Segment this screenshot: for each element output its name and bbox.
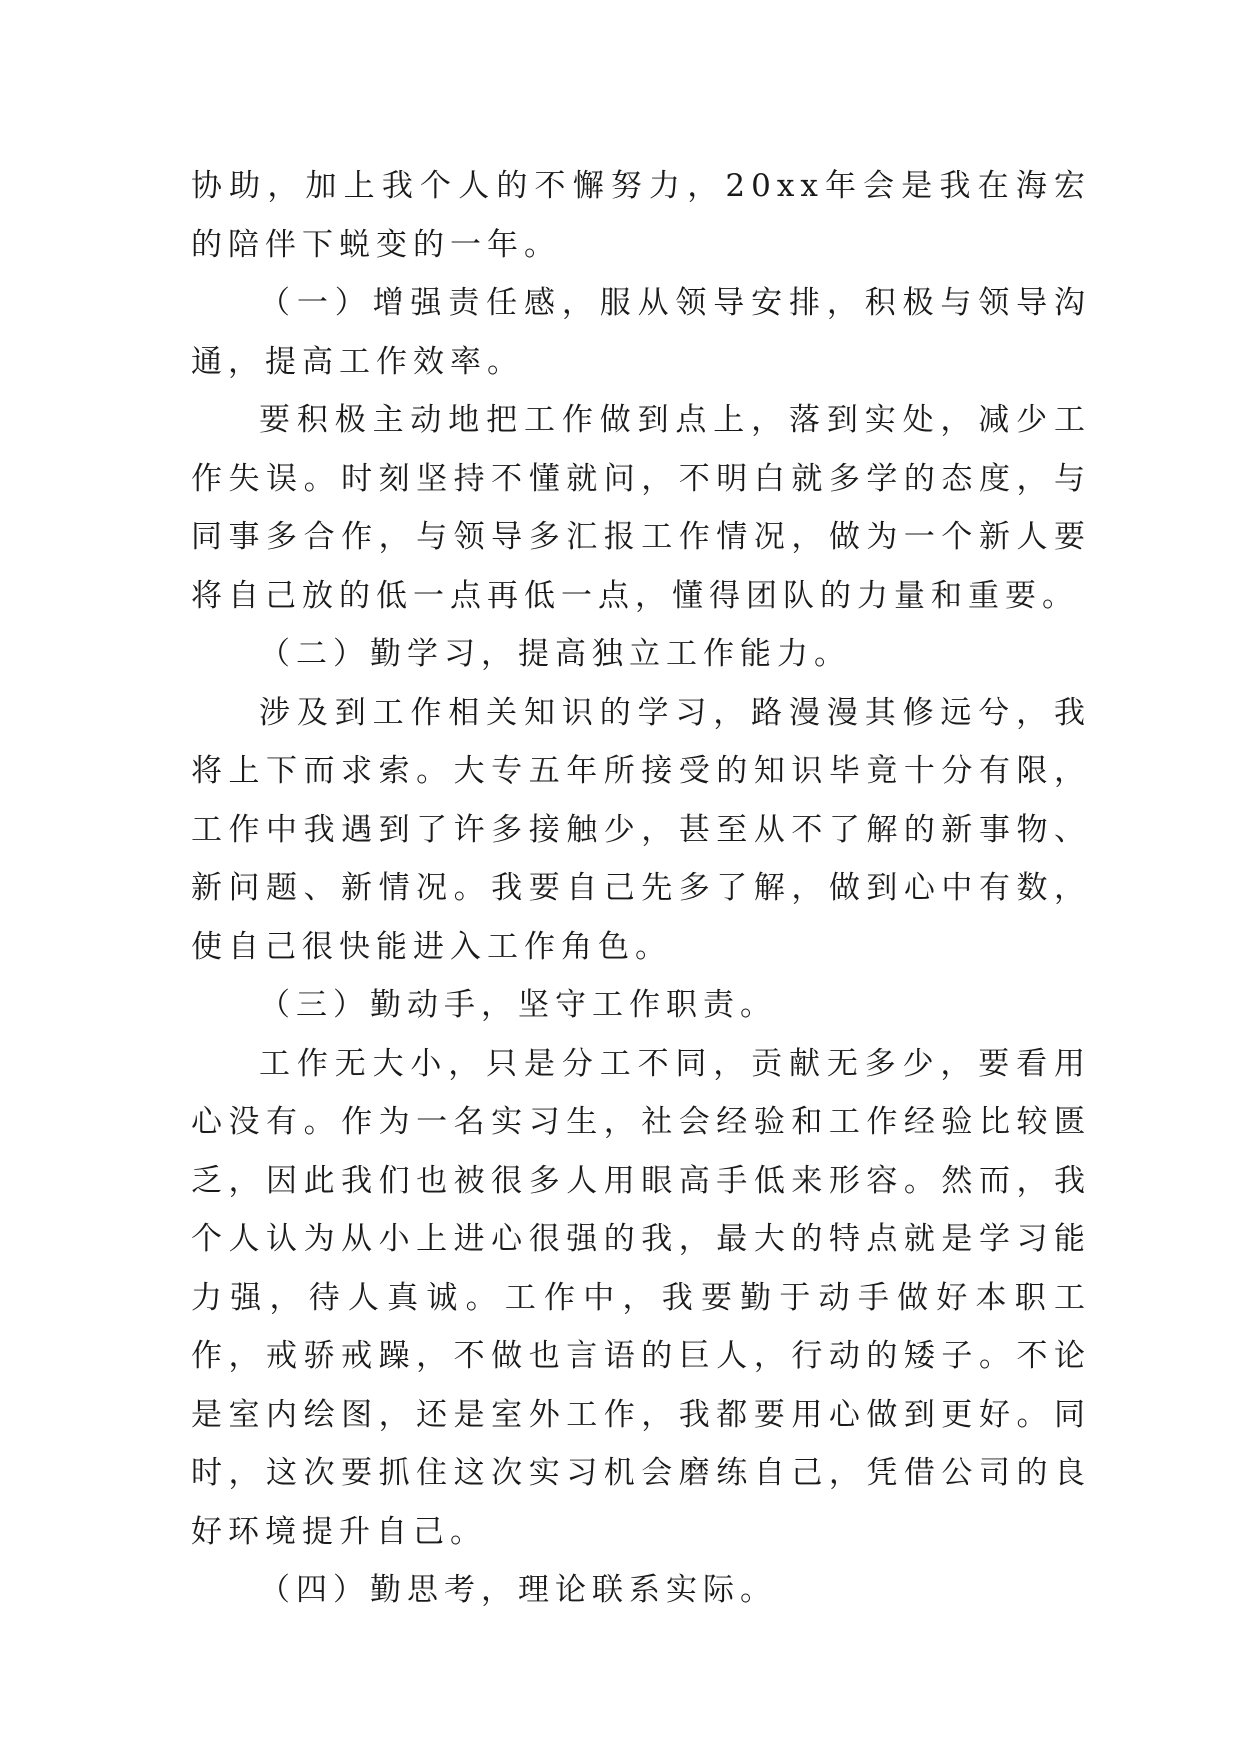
section-heading-1: （一）增强责任感，服从领导安排，积极与领导沟通，提高工作效率。 <box>191 285 1091 380</box>
document-body <box>191 157 1091 1620</box>
paragraph-body-3: 工作无大小，只是分工不同，贡献无多少，要看用心没有。作为一名实习生，社会经验和工作经验比较匮乏，因此我们也被很多人用眼高手低来形容。然而，我个人认为从小上进心很强的我，最大的特点就是学习能力强，待人真诚。工作中，我要勤于动手做好本职工作，戒骄戒躁，不做也言语的巨人，行动的矮子。不论是室内绘图，还是室外工作，我都要用心做到更好。同时，这次要抓住这次实习机会磨练自己，凭借公司的良好环境提升自己。 <box>191 1045 1091 1550</box>
section-heading-2: （二）勤学习，提高独立工作能力。 <box>259 636 851 672</box>
paragraph-continuation: 协助，加上我个人的不懈努力，20xx年会是我在海宏的陪伴下蜕变的一年。 <box>191 168 1091 263</box>
section-heading-4: （四）勤思考，理论联系实际。 <box>259 1572 777 1608</box>
paragraph-body-1: 要积极主动地把工作做到点上，落到实处，减少工作失误。时刻坚持不懂就问，不明白就多学的态度，与同事多合作，与领导多汇报工作情况，做为一个新人要将自己放的低一点再低一点，懂得团队的力量和重要。 <box>191 402 1091 614</box>
section-heading-3: （三）勤动手，坚守工作职责。 <box>259 987 777 1023</box>
paragraph-body-2: 涉及到工作相关知识的学习，路漫漫其修远兮，我将上下而求索。大专五年所接受的知识毕竟十分有限，工作中我遇到了许多接触少，甚至从不了解的新事物、新问题、新情况。我要自己先多了解，做到心中有数，使自己很快能进入工作角色。 <box>191 694 1091 965</box>
